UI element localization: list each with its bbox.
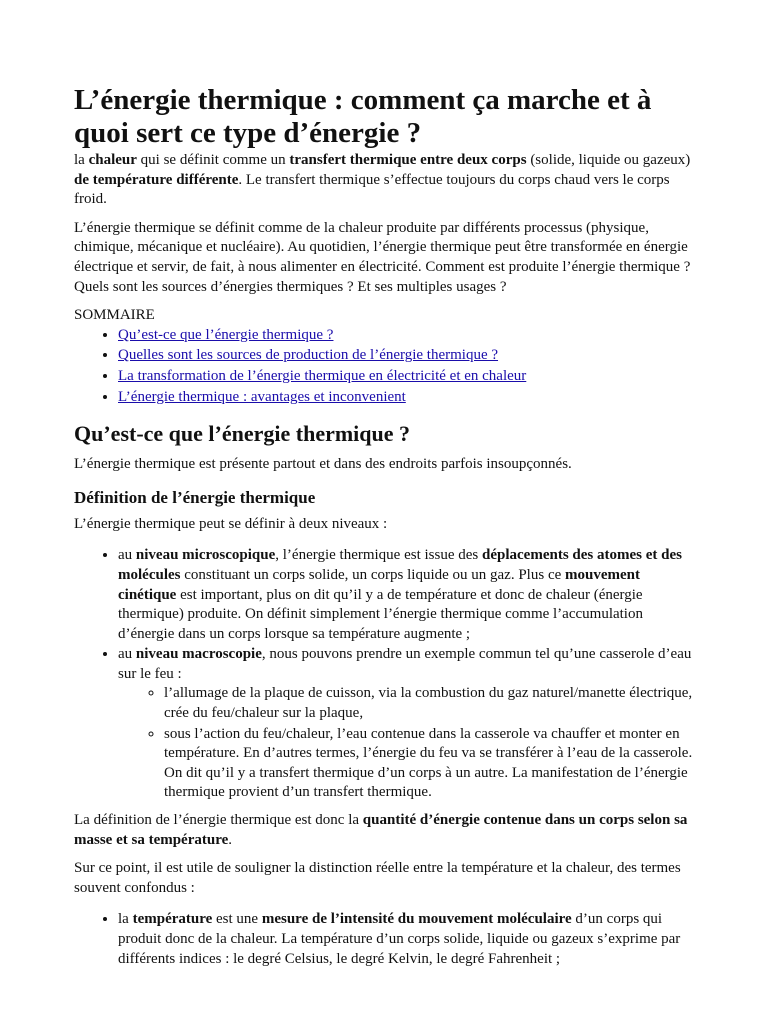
text-span: constituant un corps solide, un corps liquide ou un gaz. Plus ce — [180, 566, 566, 583]
bold-span: température — [132, 911, 213, 928]
toc-item — [118, 326, 696, 346]
distinction-list — [74, 910, 696, 969]
text-span: au — [118, 646, 136, 663]
list-item-macroscopie — [118, 645, 696, 803]
definition-paragraph: L’énergie thermique se définit comme de la chaleur produite par différents processus (physique, chimique, mécanique et nucléaire). Au quotidien, l’énergie thermique peut être transformée en énergie électrique et servir, de fait, à nous alimenter en électricité. Comment est produite l’énergie thermique ? Quels sont les sources d’énergies thermiques ? Et ses multiples usages ? — [74, 219, 691, 295]
text-span: la — [118, 911, 133, 928]
definition-summary — [74, 811, 696, 850]
text-span: , nous pouvons prendre un exemple commun tel qu’une casserole d’eau sur le feu : — [118, 646, 692, 682]
subsection-text: L’énergie thermique peut se définir à deux niveaux : — [74, 515, 388, 532]
text-span: d’un corps qui produit donc de la chaleur. La température d’un corps solide, liquide ou gazeux s’exprime par différents indices : le degré Celsius, le degré Kelvin, le degré Fahrenheit ; — [118, 911, 681, 967]
text-span: au — [118, 547, 136, 564]
section-lead: L’énergie thermique est présente partout et dans des endroits parfois insoupçonnés. — [74, 456, 572, 473]
intro-text-4: . Le transfert thermique s’effectue toujours du corps chaud vers le corps froid. — [74, 171, 670, 208]
sub-list-item: ◦ sous l’action du feu/chaleur, l’eau contenue dans la casserole va chauffer et monter en température. En d’autres termes, l’énergie du feu va se transférer à l’eau de la casserole. On dit qu’il y a transfert thermique d’un corps à un autre. La manifestation de l’énergie thermique provient d’un transfert thermique. — [164, 725, 696, 803]
toc-link-transformation[interactable]: La transformation de l’énergie thermique en électricité et en chaleur — [118, 367, 527, 384]
bold-span: quantité d’énergie contenue dans un corps selon sa masse et sa température — [74, 812, 688, 848]
bold-span: mouvement cinétique — [118, 566, 641, 603]
list-item-microscopique — [118, 546, 696, 644]
sommaire-label: SOMMAIRE — [74, 307, 155, 324]
text-span: est important, plus on dit qu’il y a de température et donc de chaleur (énergie thermique) produite. On définit simplement l’énergie thermique comme l’accumulation d’énergie dans un corps lorsque sa température augmente ; — [118, 586, 643, 642]
sub-list-item: ◦ l’allumage de la plaque de cuisson, via la combustion du gaz naturel/manette électrique, crée du feu/chaleur sur la plaque, — [164, 684, 696, 723]
toc-item — [118, 388, 696, 408]
page-title: L’énergie thermique : comment ça marche et à quoi sert ce type d’énergie ? — [74, 84, 652, 149]
intro-bold-temperature: de température différente — [74, 171, 239, 188]
toc-item — [118, 367, 696, 387]
text-span: La définition de l’énergie thermique est donc la — [74, 812, 363, 829]
text-span: , l’énergie thermique est issue des — [275, 547, 482, 564]
intro-bold-transfert: transfert thermique entre deux corps — [289, 152, 527, 168]
text-span: est une — [212, 911, 262, 928]
sub-list — [118, 684, 696, 803]
toc-link-sources[interactable]: Quelles sont les sources de production de l’énergie thermique ? — [118, 347, 499, 364]
subsection-heading: Définition de l’énergie thermique — [74, 487, 316, 507]
bold-span: niveau microscopique — [135, 547, 276, 564]
intro-text-2: qui se définit comme un — [136, 152, 290, 168]
list-item-temperature — [118, 910, 696, 969]
bold-span: mesure de l’intensité du mouvement moléculaire — [261, 911, 572, 928]
intro-text-3: (solide, liquide ou gazeux) — [526, 152, 691, 168]
section-heading: Qu’est-ce que l’énergie thermique ? — [74, 421, 411, 447]
intro-text-1: la — [74, 152, 89, 168]
intro-paragraph — [74, 151, 696, 210]
levels-list — [74, 546, 696, 803]
table-of-contents — [74, 326, 696, 407]
intro-bold-chaleur: chaleur — [88, 152, 137, 168]
distinction-paragraph: Sur ce point, il est utile de souligner la distinction réelle entre la température et la chaleur, des termes souvent confondus : — [74, 860, 681, 896]
text-span: . — [228, 831, 233, 848]
bold-span: niveau macroscopie — [135, 646, 262, 663]
bold-span: déplacements des atomes et des molécules — [118, 547, 682, 583]
toc-link-avantages[interactable]: L’énergie thermique : avantages et inconvenient — [118, 388, 406, 405]
toc-link-definition[interactable]: Qu’est-ce que l’énergie thermique ? — [118, 326, 334, 343]
toc-item — [118, 346, 696, 366]
